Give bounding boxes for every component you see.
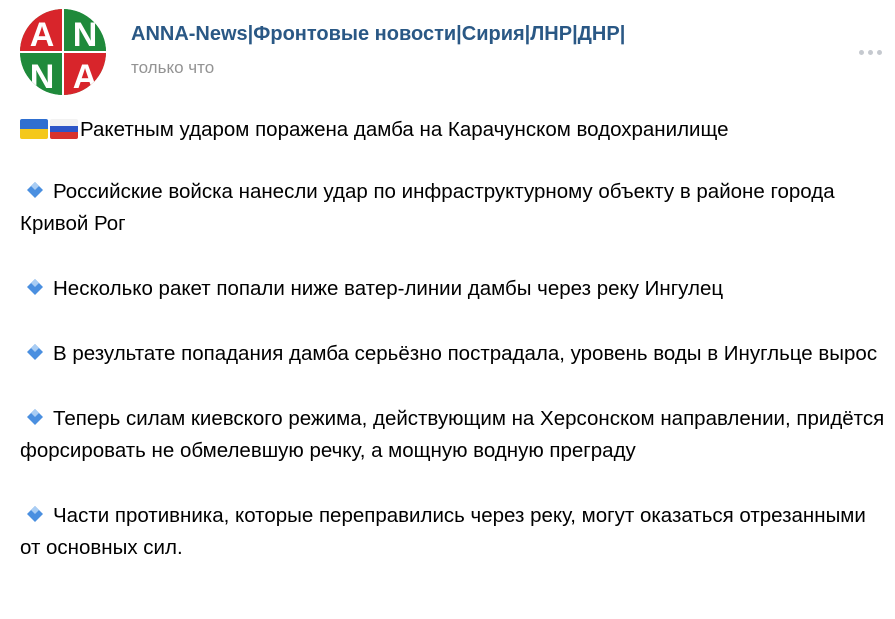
bullet-text: Российские войска нанесли удар по инфраструктурному объекту в районе города Кривой Рог	[20, 180, 835, 235]
bullet-paragraph	[20, 500, 888, 564]
bullet-paragraph	[20, 273, 888, 305]
avatar-letter: N	[29, 58, 55, 95]
bullet-text: Несколько ракет попали ниже ватер-линии дамбы через реку Ингулец	[53, 277, 724, 300]
bullet-paragraph	[20, 176, 888, 240]
small-blue-diamond-icon	[24, 179, 46, 201]
bullet-paragraph	[20, 403, 888, 467]
avatar-letter: N	[72, 16, 98, 54]
bullet-text: Части противника, которые переправились через реку, могут оказаться отрезанными от основных сил.	[20, 504, 866, 559]
more-dot-icon	[877, 50, 882, 55]
more-options-button[interactable]	[853, 40, 887, 64]
channel-avatar[interactable]	[20, 9, 106, 95]
small-blue-diamond-icon	[24, 341, 46, 363]
avatar-letter: A	[29, 16, 55, 54]
anna-logo-icon	[20, 9, 106, 95]
bullet-text: В результате попадания дамба серьёзно пострадала, уровень воды в Инугльце вырос	[53, 342, 878, 365]
small-blue-diamond-icon	[24, 503, 46, 525]
russia-flag-icon	[50, 119, 78, 139]
headline: Ракетным ударом поражена дамба на Карачунском водохранилище	[80, 118, 729, 141]
post-text	[20, 114, 888, 597]
ukraine-flag-icon	[20, 119, 48, 139]
small-blue-diamond-icon	[24, 276, 46, 298]
avatar-letter: A	[72, 58, 98, 95]
post-time[interactable]: только что	[131, 58, 215, 77]
more-dot-icon	[868, 50, 873, 55]
bullet-text: Теперь силам киевского режима, действующим на Херсонском направлении, придётся форсировать не обмелевшую речку, а мощную водную преграду	[20, 407, 885, 462]
author-link[interactable]: ANNA-News|Фронтовые новости|Сирия|ЛНР|ДНР|	[131, 23, 626, 45]
bullet-paragraph	[20, 338, 888, 370]
headline-paragraph	[20, 114, 888, 146]
more-dot-icon	[859, 50, 864, 55]
small-blue-diamond-icon	[24, 406, 46, 428]
